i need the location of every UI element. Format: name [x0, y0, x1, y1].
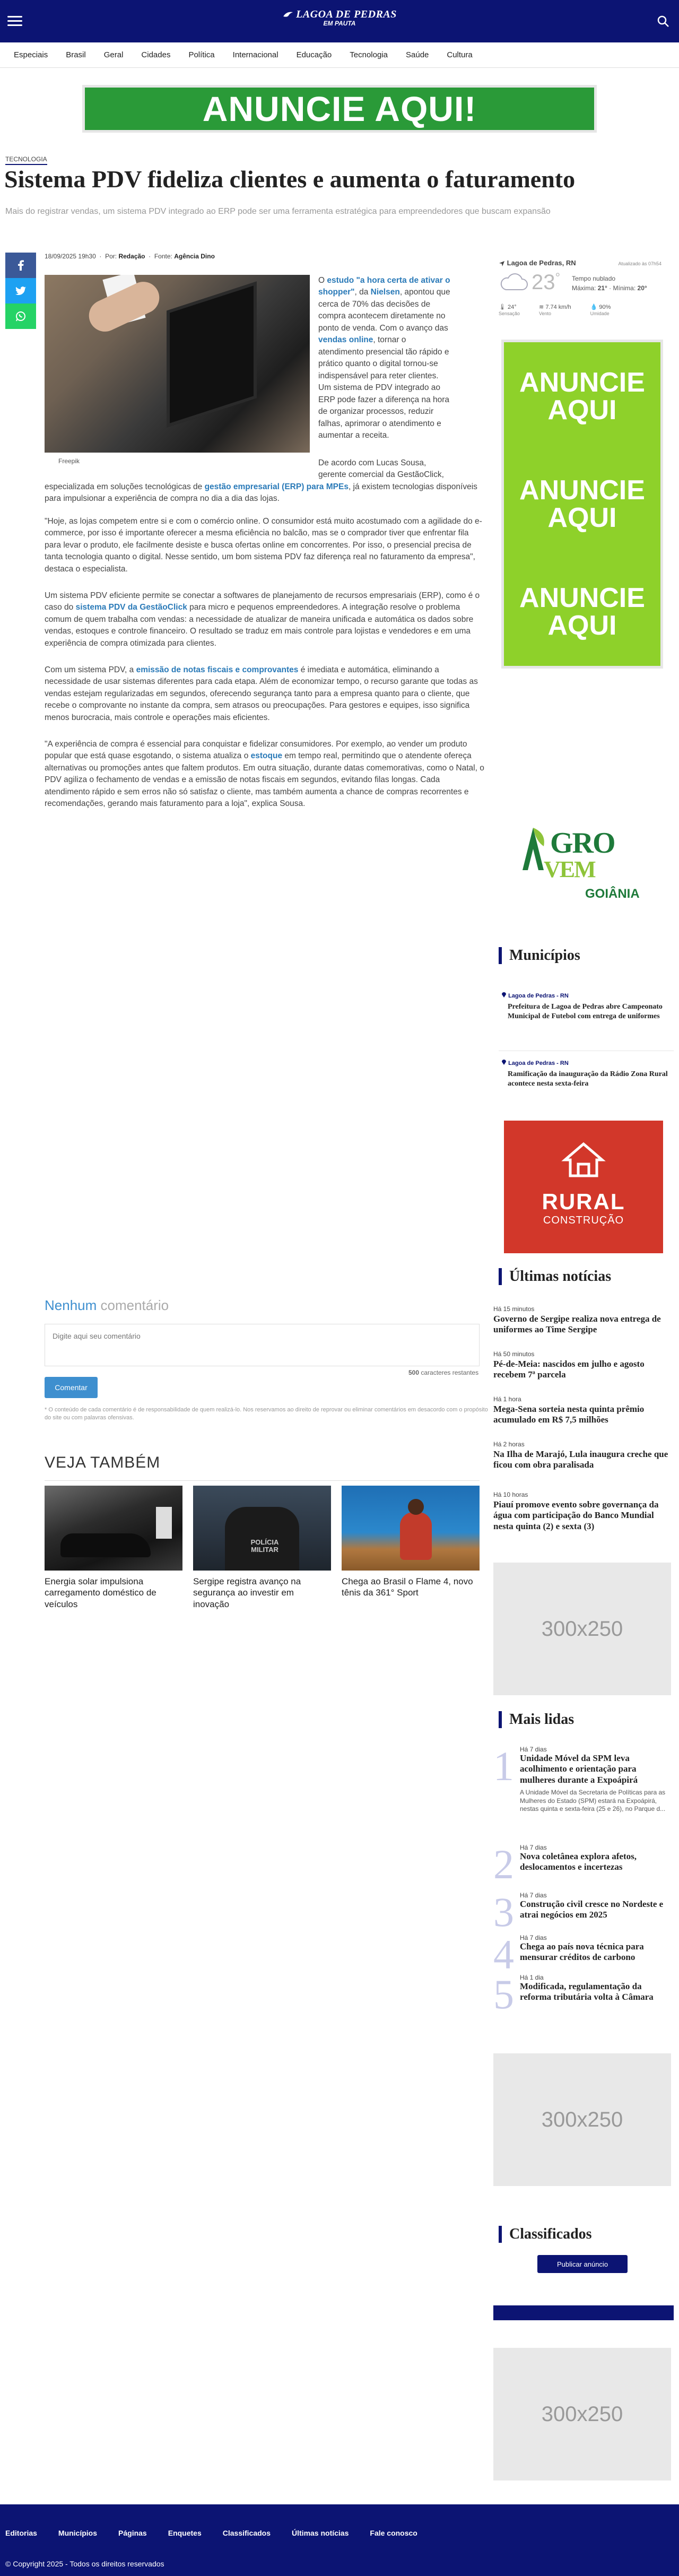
municipio-news-item[interactable]: Lagoa de Pedras - RN Ramificação da inauguração da Rádio Zona Rural acontece nesta sexta-feira [501, 1059, 671, 1088]
nav-especiais[interactable]: Especiais [14, 50, 48, 59]
article-title: Sistema PDV fideliza clientes e aumenta o faturamento [4, 166, 576, 193]
footer-link-ultimas[interactable]: Últimas notícias [292, 2529, 349, 2537]
card-title: Sergipe registra avanço na segurança ao investir em inovação [193, 1576, 301, 1609]
footer [0, 2504, 679, 2576]
most-read-item[interactable]: 3 Há 7 dias Construção civil cresce no Nordeste e atrai negócios em 2025 [493, 1889, 664, 1935]
classificados-bar [493, 2305, 674, 2320]
weather-minmax: Máxima: 21° · Mínima: 20° [572, 284, 647, 292]
link-estoque[interactable]: estoque [250, 751, 283, 761]
article-date: 18/09/2025 19h30 [45, 253, 96, 260]
article-paragraph-2a: De acordo com Lucas Sousa, gerente comercial da GestãoClick, [318, 458, 444, 480]
footer-link-classificados[interactable]: Classificados [222, 2529, 271, 2537]
map-pin-icon [501, 991, 507, 998]
weather-condition: Tempo nublado [572, 275, 616, 282]
article-paragraph-3: "Hoje, as lojas competem entre si e com o comércio online. O consumidor está muito acostumado com a agilidade do e-commerce, por isso é importante oferecer a mesma eficiência no balcão, mas se o comprador tiver que enfrentar fila para levar o produto, ele facilmente desiste e busca ofertas online em concorrentes. Por isso, o presencial precisa de tanta tecnologia quanto o digital. Nesse sentido, um bom sistema PDV faz diferença real no faturamento da empresa", destaca o especialista. [45, 517, 482, 574]
article-paragraph-2: especializada em soluções tecnológicas de gestão empresarial (ERP) para MPEs, já existem tecnologias disponíveis para impulsionar a experiência de compra no dia a dia das lojas. [45, 482, 477, 504]
site-tagline: EM PAUTA [323, 20, 356, 27]
see-also-divider [45, 1480, 480, 1481]
nav-geral[interactable]: Geral [103, 50, 124, 59]
ultimas-noticias-title: Últimas notícias [499, 1268, 611, 1285]
char-counter: 500 caracteres restantes [408, 1369, 479, 1376]
main-nav [0, 42, 679, 68]
facebook-icon [18, 260, 24, 271]
weather-wind: ≋ 7.74 km/h Vento [539, 304, 571, 316]
weather-city: Lagoa de Pedras, RN [499, 259, 576, 267]
ad-placeholder[interactable]: 300x250 [493, 2053, 671, 2186]
card-image [45, 1486, 182, 1571]
comment-submit-button[interactable]: Comentar [45, 1377, 98, 1398]
most-read-item[interactable]: 2 Há 7 dias Nova coletânea explora afetos, deslocamentos e incertezas [493, 1841, 637, 1887]
share-facebook-button[interactable] [5, 253, 36, 278]
rural-construcao-ad[interactable]: RURAL CONSTRUÇÃO [504, 1121, 663, 1253]
nav-brasil[interactable]: Brasil [66, 50, 86, 59]
share-twitter-button[interactable] [5, 278, 36, 303]
footer-link-contato[interactable]: Fale conosco [370, 2529, 417, 2537]
see-also-card[interactable] [342, 1486, 480, 1599]
ad-placeholder[interactable]: 300x250 [493, 2348, 671, 2480]
latest-news-item[interactable]: Há 10 horas Piauí promove evento sobre governança da água com participação do Banco Mundial nesta quinta (2) e sexta (3) [493, 1491, 659, 1531]
weather-humidity: 💧 90% Umidade [590, 304, 611, 316]
link-notas-fiscais[interactable]: emissão de notas fiscais e comprovantes [136, 665, 299, 674]
footer-link-paginas[interactable]: Páginas [118, 2529, 147, 2537]
see-also-title: VEJA TAMBÉM [45, 1454, 161, 1471]
municipios-title: Municípios [499, 947, 580, 964]
card-image [193, 1486, 331, 1571]
nav-tecnologia[interactable]: Tecnologia [350, 50, 388, 59]
latest-news-item[interactable]: Há 50 minutos Pé-de-Meia: nascidos em julho e agosto recebem 7ª parcela [493, 1350, 645, 1380]
footer-link-editorias[interactable]: Editorias [5, 2529, 37, 2537]
card-title: Chega ao Brasil o Flame 4, novo tênis da 361° Sport [342, 1576, 473, 1598]
whatsapp-icon [15, 311, 26, 322]
card-image [342, 1486, 480, 1571]
nav-cultura[interactable]: Cultura [447, 50, 473, 59]
weather-updated: Atualizado às 07h54 [618, 261, 661, 266]
card-title: Energia solar impulsiona carregamento doméstico de veículos [45, 1576, 156, 1609]
share-whatsapp-button[interactable] [5, 303, 36, 329]
article-paragraph-4: Um sistema PDV eficiente permite se conectar a softwares de planejamento de recursos empresariais (ERP), como é o caso do sistema PDV da GestãoClick para micro e pequenos empreendedores. A integração resolve o problema comum de quem trabalha com vendas: a necessidade de atualizar de maneira unificada e automática os dados sobre vendas, estoques e controle financeiro. O resultado se traduz em mais controle para lojistas e vendedores e em uma experiência de compra otimizada para clientes. [45, 591, 480, 648]
bird-icon [282, 10, 294, 20]
link-nielsen[interactable]: Nielsen [370, 288, 400, 297]
top-ad-banner[interactable]: ANUNCIE AQUI! [82, 85, 597, 133]
location-arrow-icon [499, 261, 505, 267]
weather-details [499, 303, 611, 317]
house-icon [560, 1139, 607, 1181]
nav-cidades[interactable]: Cidades [141, 50, 171, 59]
link-estudo[interactable]: estudo "a hora certa de ativar o shopper" [318, 276, 450, 297]
see-also-card[interactable] [193, 1486, 331, 1610]
footer-link-enquetes[interactable]: Enquetes [168, 2529, 202, 2537]
link-vendas-online[interactable]: vendas online [318, 335, 373, 345]
wind-icon: ≋ [539, 304, 544, 310]
comment-input[interactable] [45, 1324, 480, 1366]
weather-widget [493, 255, 671, 318]
agro-vem-logo[interactable]: GRO VEM GOIÂNIA [517, 825, 650, 910]
article-lead: Mais do registrar vendas, um sistema PDV integrado ao ERP pode ser uma ferramenta estratégica para empreendedores que buscam expansão [5, 207, 551, 216]
site-logo[interactable] [282, 8, 397, 27]
footer-link-municipios[interactable]: Municípios [58, 2529, 98, 2537]
weather-feels: 🌡 24° Sensação [499, 304, 520, 316]
police-badge-text: POLÍCIA MILITAR [250, 1538, 279, 1554]
cloud-icon [499, 273, 528, 292]
footer-links [5, 2529, 417, 2537]
nav-educacao[interactable]: Educação [296, 50, 332, 59]
site-name: LAGOA DE PEDRAS [282, 8, 397, 21]
hamburger-menu-icon[interactable] [7, 16, 22, 27]
latest-news-item[interactable]: Há 15 minutos Governo de Sergipe realiza nova entrega de uniformes ao Time Sergipe [493, 1305, 661, 1335]
article-image[interactable] [45, 275, 310, 453]
publish-ad-button[interactable]: Publicar anúncio [537, 2255, 628, 2273]
weather-temp: 23° [532, 271, 561, 294]
comments-title: Nenhum comentário [45, 1297, 169, 1313]
ad-placeholder[interactable]: 300x250 [493, 1563, 671, 1695]
link-sistema-pdv[interactable]: sistema PDV da GestãoClick [75, 603, 187, 612]
most-read-item[interactable]: 5 Há 1 dia Modificada, regulamentação da reforma tributária volta à Câmara [493, 1971, 654, 2017]
comment-disclaimer: * O conteúdo de cada comentário é de responsabilidade de quem realizá-lo. Nos reservamos ao direito de reprovar ou eliminar comentários em desacordo com o propósito do site ou com palavras ofensivas. [45, 1407, 488, 1421]
top-bar [0, 0, 679, 42]
image-caption: Freepik [58, 457, 80, 465]
article-paragraph-1: O estudo "a hora certa de ativar o shopper", da Nielsen, apontou que cerca de 70% das decisões de compra acontecem diretamente no ponto de venda. Com o avanço das vendas online, tornar o atendimento presencial tão rápido e prático quanto o digital tornou-se indispensável para reter clientes. Um sistema de PDV integrado ao ERP pode fazer a diferença na hora de organizar processos, reduzir falhas, aprimorar o atendimento e aumentar a receita. [318, 276, 450, 440]
article-category[interactable]: TECNOLOGIA [5, 155, 47, 165]
nav-saude[interactable]: Saúde [406, 50, 429, 59]
article-author: Redação [118, 253, 145, 260]
search-icon[interactable] [657, 15, 669, 28]
latest-news-item[interactable]: Há 2 horas Na Ilha de Marajó, Lula inaugura creche que ficou com obra paralisada [493, 1441, 668, 1470]
see-also-card[interactable] [45, 1486, 182, 1610]
most-read-item[interactable]: 4 Há 7 dias Chega ao país nova técnica para mensurar créditos de carbono [493, 1931, 644, 1977]
link-gestao-erp[interactable]: gestão empresarial (ERP) para MPEs [204, 482, 349, 491]
article-meta: 18/09/2025 19h30 · Por: Redação · Fonte: Agência Dino [45, 253, 215, 260]
classificados-title: Classificados [499, 2226, 592, 2243]
article-source: Agência Dino [174, 253, 215, 260]
twitter-icon [15, 287, 26, 295]
nav-internacional[interactable]: Internacional [232, 50, 278, 59]
sidebar-ad-banner[interactable]: ANUNCIE AQUI ANUNCIE AQUI ANUNCIE AQUI [501, 340, 663, 669]
thermometer-icon: 🌡 [499, 304, 506, 310]
latest-news-item[interactable]: Há 1 hora Mega-Sena sorteia nesta quinta prêmio acumulado em R$ 7,5 milhões [493, 1395, 645, 1425]
article-paragraph-6: "A experiência de compra é essencial para conquistar e fidelizar consumidores. Por exemplo, ao vender um produto popular que está quase esgotando, o sistema atualiza o estoque em tempo real, permitindo que o atendente ofereça alternativas ou promoções antes que faltem produtos. Em outra situação, durante datas comemorativas, como o Natal, o PDV agiliza o fechamento de vendas e a emissão de notas fiscais em segundos, evitando filas longas. Cada atendimento rápido e sem erros não só satisfaz o cliente, mas também aumenta a chance de compras recorrentes e recomendações, gerando mais faturamento para a loja", explica Sousa. [45, 740, 484, 809]
most-read-item[interactable]: 1 Há 7 dias Unidade Móvel da SPM leva acolhimento e orientação para mulheres durante a Expoápirá A Unidade Móvel da Secretaria de Políticas para as Mulheres do Estado (SPM) estará na Expoápirá, nestas quinta e sexta-feira (25 e 26), no Parque d... [493, 1743, 666, 1813]
droplet-icon: 💧 [590, 304, 598, 310]
municipio-news-item[interactable]: Lagoa de Pedras - RN Prefeitura de Lagoa de Pedras abre Campeonato Municipal de Futebol com entrega de uniformes [501, 991, 671, 1021]
nav-politica[interactable]: Política [188, 50, 215, 59]
article-paragraph-5: Com um sistema PDV, a emissão de notas fiscais e comprovantes é imediata e automática, eliminando a necessidade de usar sistemas diferentes para cada etapa. Além de economizar tempo, o recurso garante que todas as vendas estejam regularizadas em segundos, oferecendo segurança tanto para a empresa quanto para o cliente, que recebe o comprovante no instante da compra, sem atrasos ou preocupações. Para gestores e equipes, isso significa menos burocracia, mais controle e operações mais eficientes. [45, 665, 478, 722]
map-pin-icon [501, 1059, 507, 1065]
footer-copyright: © Copyright 2025 - Todos os direitos reservados [5, 2560, 164, 2568]
mais-lidas-title: Mais lidas [499, 1711, 574, 1728]
